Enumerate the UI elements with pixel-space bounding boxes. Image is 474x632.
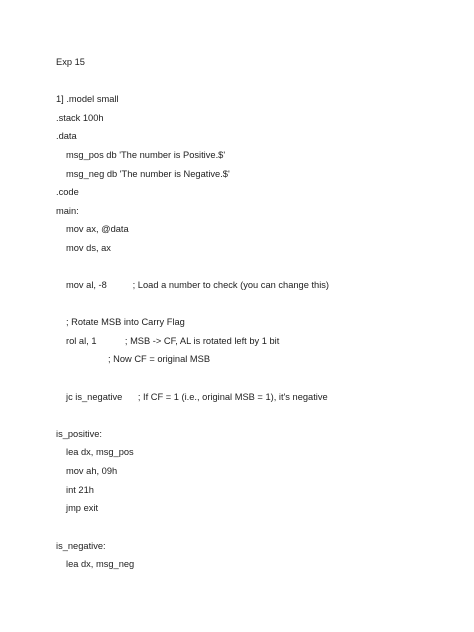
code-line: msg_pos db 'The number is Positive.$'	[66, 150, 226, 160]
code-line: is_positive:	[56, 429, 102, 439]
code-line: is_negative:	[56, 541, 106, 551]
document-title: Exp 15	[56, 57, 85, 67]
code-line: 1] .model small	[56, 94, 119, 104]
code-line: mov al, -8 ; Load a number to check (you can change this)	[66, 280, 330, 290]
code-line: jc is_negative ; If CF = 1 (i.e., original MSB = 1), it's negative	[66, 392, 328, 402]
code-line: jmp exit	[66, 503, 99, 513]
code-line: .stack 100h	[56, 113, 104, 123]
code-line: mov ds, ax	[66, 243, 111, 253]
code-line: int 21h	[66, 485, 94, 495]
code-line: rol al, 1 ; MSB -> CF, AL is rotated left by 1 bit	[66, 336, 280, 346]
code-line: main:	[56, 206, 79, 216]
code-line: .code	[56, 187, 79, 197]
code-line: ; Now CF = original MSB	[108, 354, 211, 364]
code-line: ; Rotate MSB into Carry Flag	[66, 317, 185, 327]
code-line: lea dx, msg_pos	[66, 447, 134, 457]
code-line: msg_neg db 'The number is Negative.$'	[66, 169, 230, 179]
code-line: mov ax, @data	[66, 224, 129, 234]
code-line: lea dx, msg_neg	[66, 559, 135, 569]
code-line: .data	[56, 131, 77, 141]
code-line: mov ah, 09h	[66, 466, 118, 476]
